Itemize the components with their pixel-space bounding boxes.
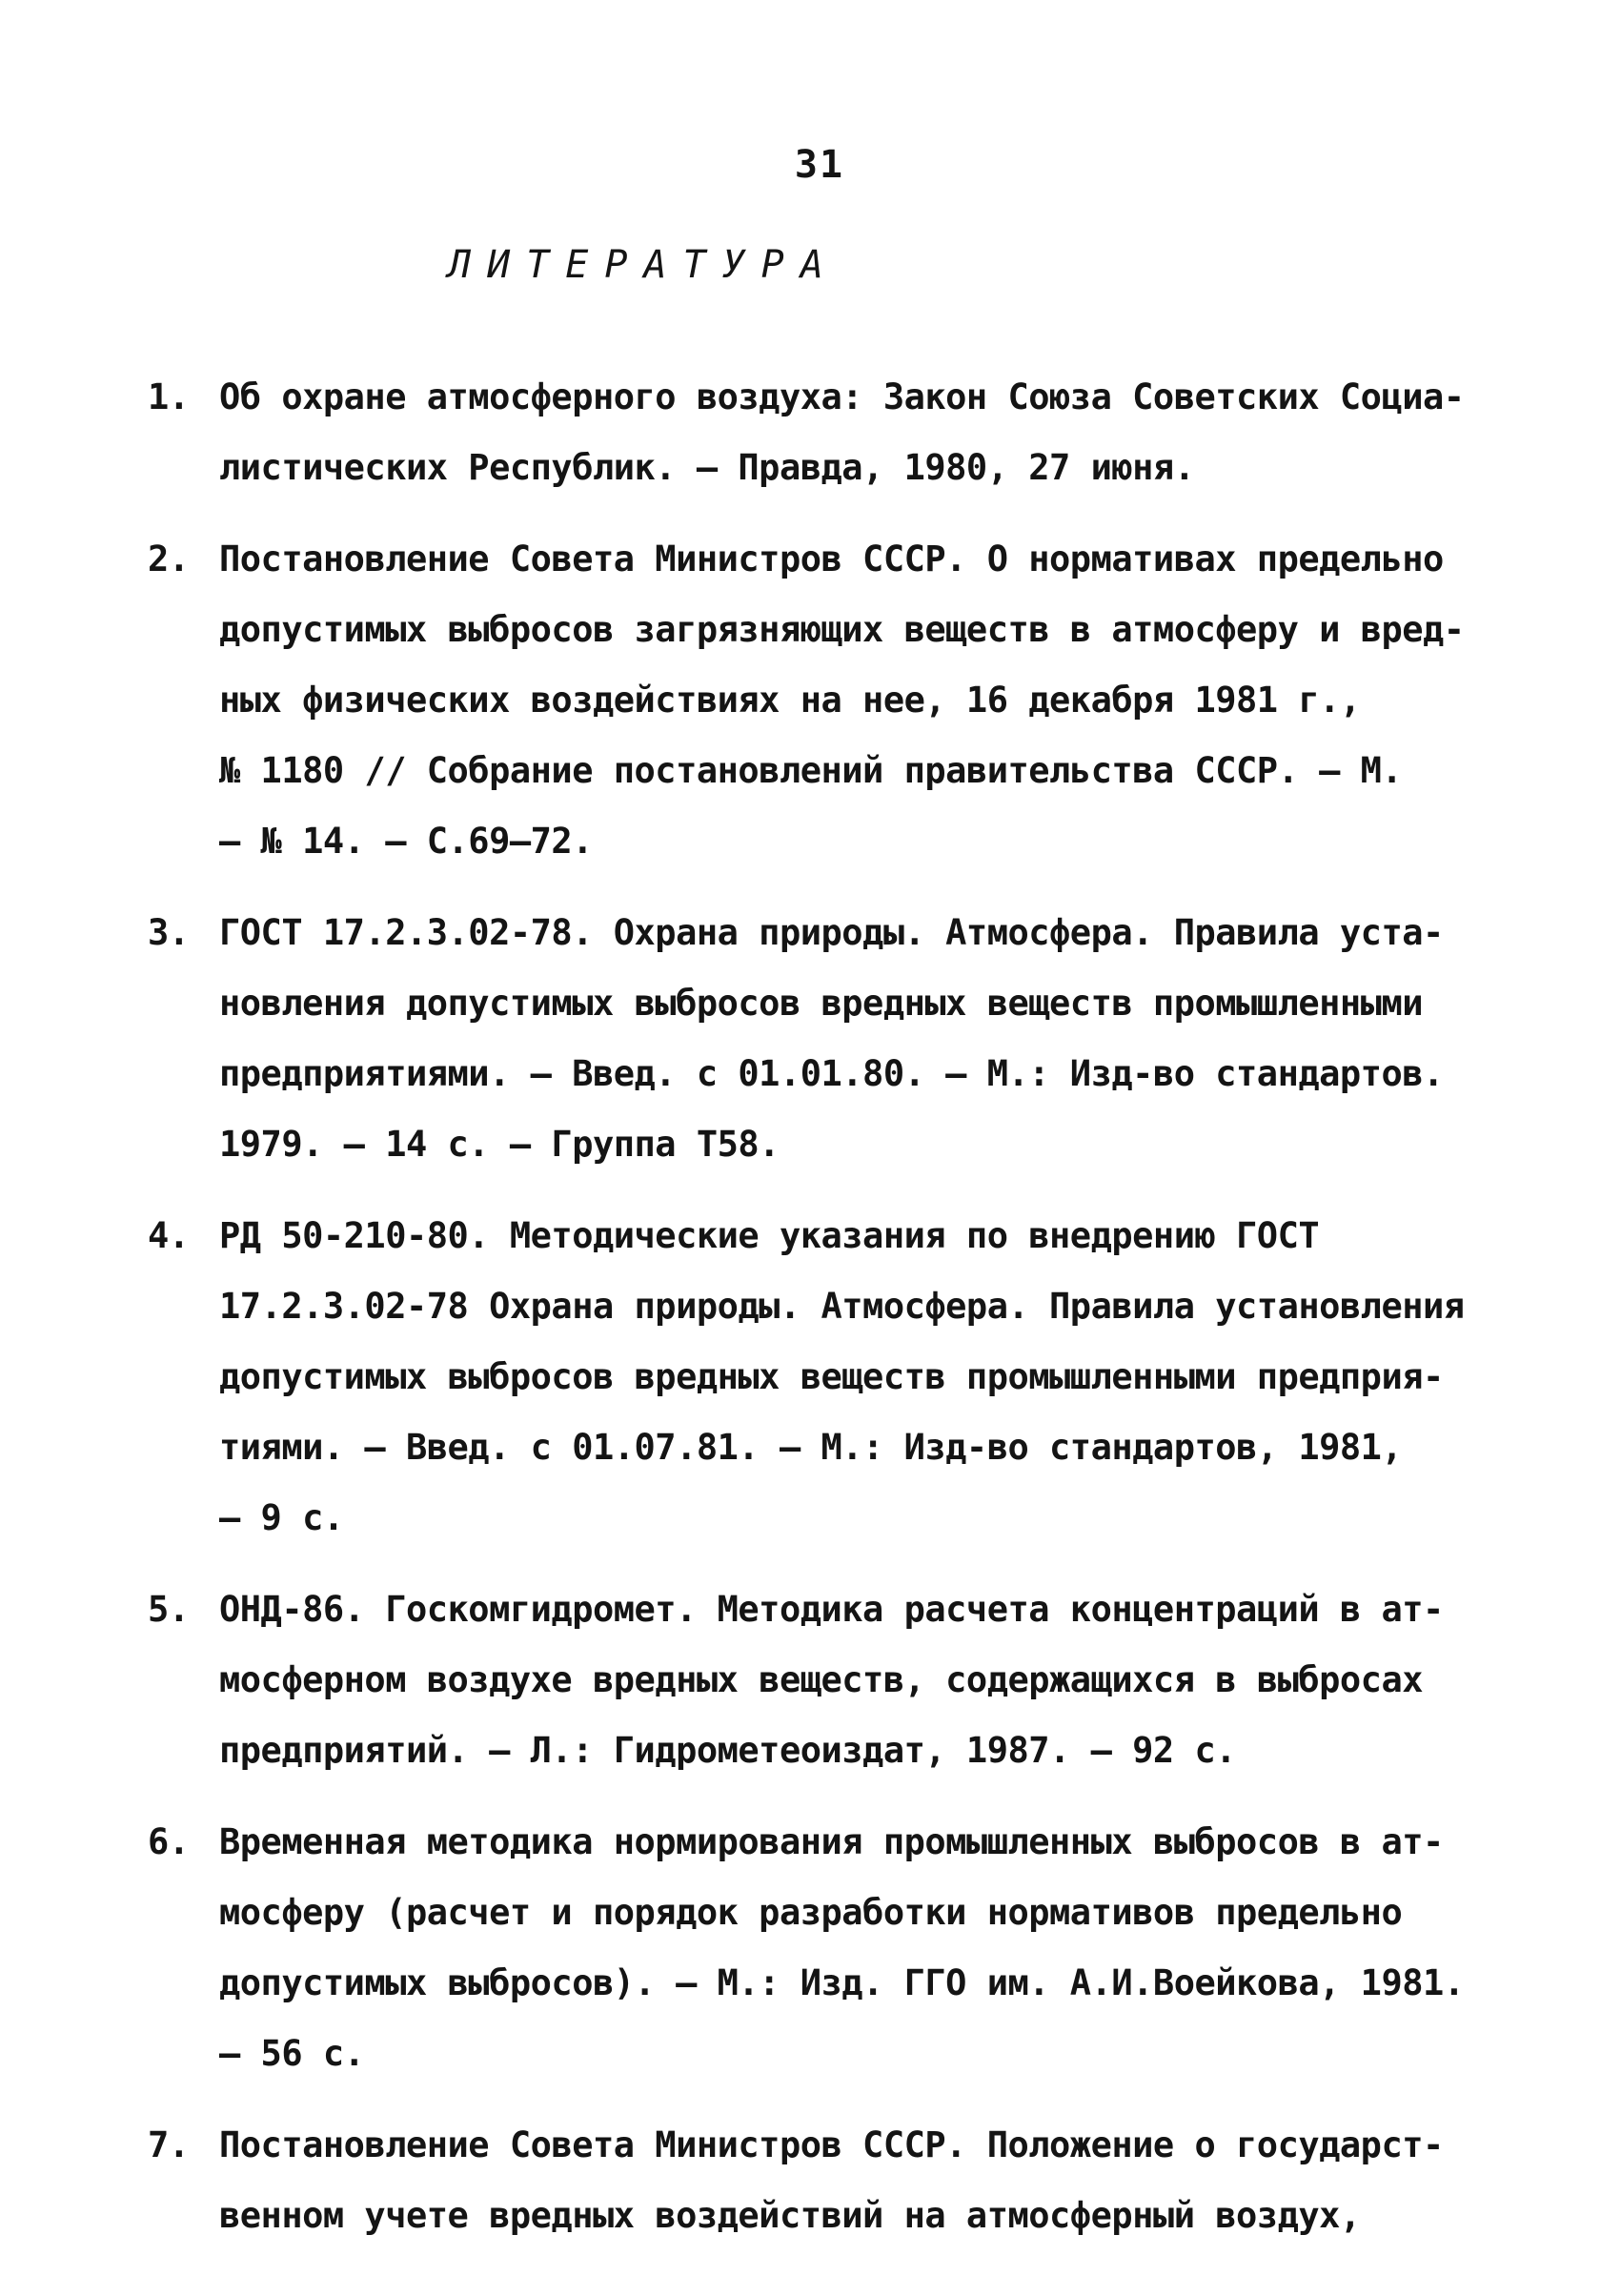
reference-line: ГОСТ 17.2.3.02-78. Охрана природы. Атмосфера. Правила уста- (219, 912, 1444, 953)
reference-item-6 (148, 1807, 1501, 2089)
reference-item-1 (148, 362, 1501, 503)
reference-item-3 (148, 898, 1501, 1180)
reference-line: № 1180 // Собрание постановлений правительства СССР. – М. (219, 750, 1403, 791)
reference-item-7 (148, 2110, 1501, 2251)
reference-item-5 (148, 1575, 1501, 1786)
reference-line: РД 50-210-80. Методические указания по внедрению ГОСТ (219, 1215, 1320, 1256)
reference-line: тиями. – Введ. с 01.07.81. – М.: Изд-во стандартов, 1981, (219, 1427, 1403, 1468)
reference-line: мосферу (расчет и порядок разработки нормативов предельно (219, 1892, 1403, 1933)
reference-number: 5. (148, 1589, 190, 1630)
reference-line: предприятий. – Л.: Гидрометеоиздат, 1987. – 92 с. (219, 1730, 1237, 1771)
reference-number: 4. (148, 1215, 190, 1256)
reference-line: мосферном воздухе вредных веществ, содержащихся в выбросах (219, 1659, 1424, 1700)
reference-line: – 56 с. (219, 2033, 365, 2074)
page-title: ЛИТЕРАТУРА (448, 243, 840, 287)
reference-number: 1. (148, 376, 190, 417)
reference-number: 7. (148, 2124, 190, 2165)
reference-line: 1979. – 14 с. – Группа Т58. (219, 1124, 780, 1165)
reference-line: ОНД-86. Госкомгидромет. Методика расчета концентраций в ат- (219, 1589, 1444, 1630)
reference-item-2 (148, 524, 1501, 877)
reference-line: 17.2.3.02-78 Охрана природы. Атмосфера. Правила установления (219, 1286, 1465, 1327)
reference-line: допустимых выбросов вредных веществ промышленными предприя- (219, 1356, 1444, 1397)
reference-line: Об охране атмосферного воздуха: Закон Союза Советских Социа- (219, 376, 1465, 417)
page-number: 31 (794, 143, 845, 187)
reference-number: 3. (148, 912, 190, 953)
reference-line: допустимых выбросов загрязняющих веществ в атмосферу и вред- (219, 609, 1465, 650)
reference-line: ных физических воздействиях на нее, 16 декабря 1981 г., (219, 680, 1361, 721)
reference-line: предприятиями. – Введ. с 01.01.80. – М.: Изд-во стандартов. (219, 1053, 1444, 1094)
reference-line: венном учете вредных воздействий на атмосферный воздух, (219, 2195, 1361, 2236)
reference-line: допустимых выбросов). – М.: Изд. ГГО им. А.И.Воейкова, 1981. (219, 1962, 1465, 2003)
reference-number: 2. (148, 538, 190, 579)
reference-list (148, 362, 1501, 2272)
reference-line: листических Республик. – Правда, 1980, 27 июня. (219, 447, 1195, 488)
reference-line: Постановление Совета Министров СССР. Положение о государст- (219, 2124, 1444, 2165)
reference-line: новления допустимых выбросов вредных веществ промышленными (219, 983, 1424, 1024)
reference-line: Временная методика нормирования промышленных выбросов в ат- (219, 1821, 1444, 1862)
reference-item-4 (148, 1201, 1501, 1554)
reference-number: 6. (148, 1821, 190, 1862)
reference-line: Постановление Совета Министров СССР. О нормативах предельно (219, 538, 1444, 579)
reference-line: – 9 с. (219, 1497, 344, 1538)
reference-line: – № 14. – С.69–72. (219, 821, 593, 862)
